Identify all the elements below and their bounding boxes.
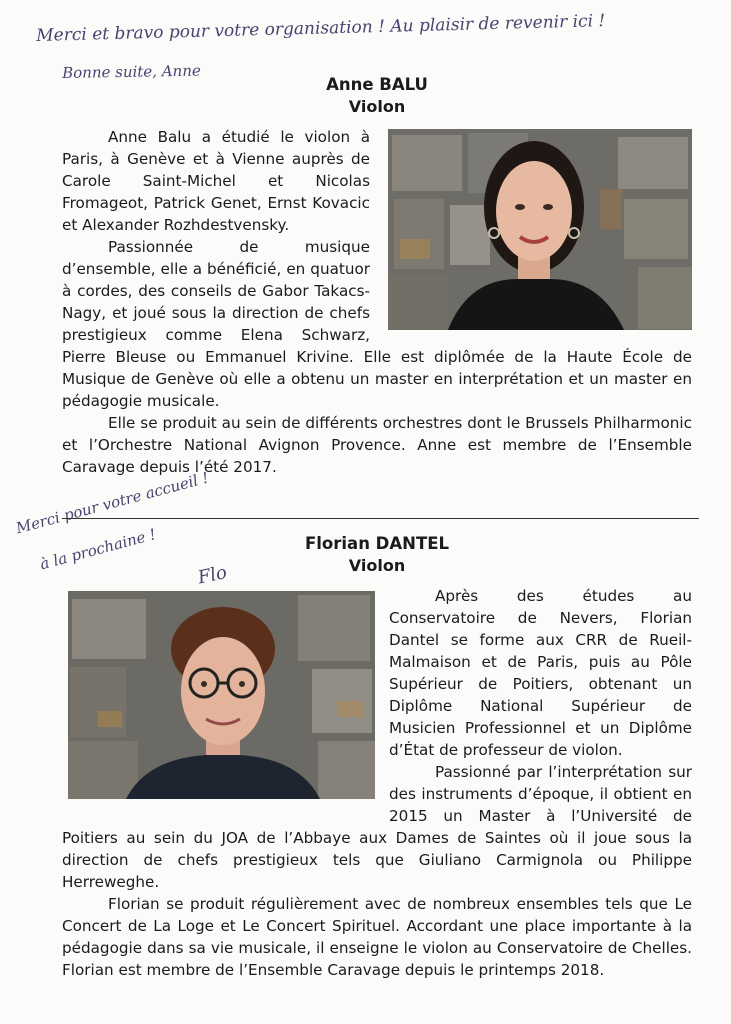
- handwritten-signature-florian: Flo: [196, 561, 229, 589]
- section-divider: [62, 518, 699, 519]
- bio-paragraph: Après des études au Conservatoire de Nevers, Florian Dantel se forme aux CRR de Rueil-Malmaison et de Paris, puis au Pôle Supérieur de Poitiers, obtenant un Diplôme National Supérieur de Musicien Professionnel et un Diplôme d’État de professeur de violon.: [389, 587, 692, 759]
- handwritten-signoff-anne: Bonne suite, Anne: [62, 61, 201, 82]
- musician-name: Anne BALU: [326, 75, 428, 94]
- bio-paragraph: Anne Balu a étudié le violon à Paris, à Genève et à Vienne auprès de Carole Saint-Michel et Nicolas Fromageot, Patrick Genet, Ernst Kovacic et Alexander Rozhdestvensky.: [62, 128, 370, 234]
- musician-bio-florian: [62, 533, 692, 981]
- portrait-photo-florian: [68, 591, 375, 799]
- handwritten-note-florian: Merci pour votre accueil !: [14, 468, 211, 538]
- musician-name: Florian DANTEL: [305, 534, 449, 553]
- bio-paragraph: Passionné par l’interprétation sur des instruments d’époque, il obtient en 2015 un Master à l’Université de Poitiers au sein du JOA de l’Abbaye aux Dames de Saintes où il joue sous la direction de chefs prestigieux tels que Giuliano Carmignola ou Philippe Herreweghe.: [62, 763, 692, 891]
- bio-text: [62, 126, 692, 478]
- portrait-photo-anne: [388, 129, 692, 330]
- handwritten-note-anne: Merci et bravo pour votre organisation ! Au plaisir de revenir ici !: [36, 11, 606, 46]
- bio-paragraph: Elle se produit au sein de différents orchestres dont le Brussels Philharmonic et l’Orchestre National Avignon Provence. Anne est membre de l’Ensemble Caravage depuis l’été 2017.: [62, 414, 692, 476]
- bio-text: [62, 585, 692, 981]
- musician-instrument: Violon: [348, 556, 406, 575]
- bio-paragraph: Passionnée de musique d’ensemble, elle a bénéficié, en quatuor à cordes, des conseils de Gabor Takacs-Nagy, et joué sous la direction de chefs prestigieux comme Elena Schwarz, Pierre Bleuse ou Emmanuel Krivine. Elle est diplômée de la Haute École de Musique de Genève où elle a obtenu un master en interprétation et un master en pédagogie musicale.: [62, 238, 692, 410]
- musician-bio-anne: [62, 74, 692, 478]
- musician-instrument: Violon: [348, 97, 406, 116]
- bio-paragraph: Florian se produit régulièrement avec de nombreux ensembles tels que Le Concert de La Loge et Le Concert Spirituel. Accordant une place importante à la pédagogie dans sa vie musicale, il enseigne le violon au Conservatoire de Chelles. Florian est membre de l’Ensemble Caravage depuis le printemps 2018.: [62, 895, 692, 979]
- handwritten-note-florian-2: à la prochaine !: [38, 525, 158, 574]
